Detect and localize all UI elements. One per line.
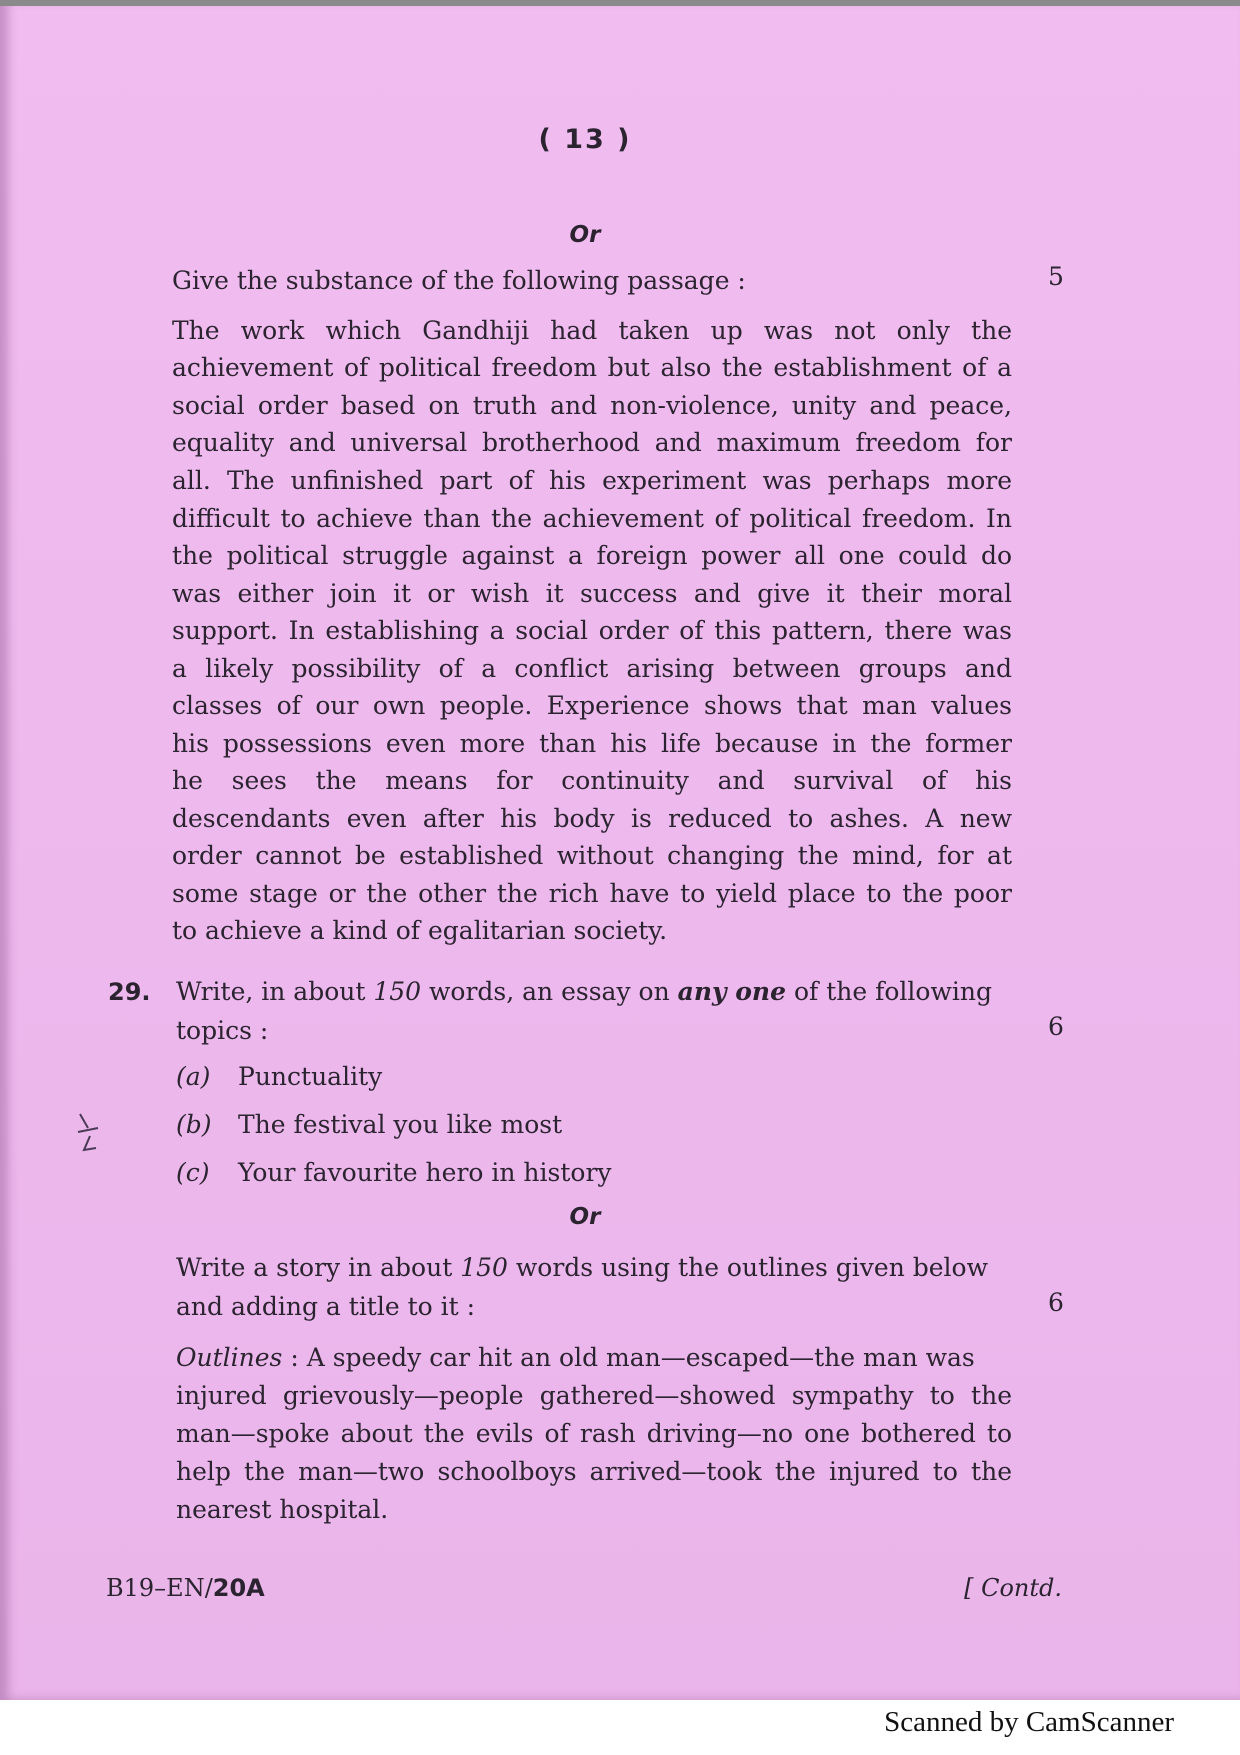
marks-story: 6 xyxy=(1048,1288,1064,1317)
outline-line: help the man—two schoolboys arrived—took the injured to the xyxy=(176,1457,1012,1486)
passage-line: The work which Gandhiji had taken up was not only the xyxy=(172,316,1012,345)
pencil-mark-icon xyxy=(74,1110,110,1156)
passage-line: was either join it or wish it success and give it their moral xyxy=(172,579,1012,608)
story-instruction: Write a story in about 150 words using the outlines given below xyxy=(176,1253,989,1282)
marks-essay: 6 xyxy=(1048,1012,1064,1041)
passage-line: a likely possibility of a conflict arising between groups and xyxy=(172,654,1012,683)
outline-line: injured grievously—people gathered—showed sympathy to the xyxy=(176,1381,1012,1410)
passage-line: support. In establishing a social order of this pattern, there was xyxy=(172,616,1012,645)
essay-option-b: (b) The festival you like most xyxy=(176,1110,563,1139)
continued-label: [ Contd. xyxy=(964,1574,1062,1602)
passage-line: he sees the means for continuity and survival of his xyxy=(172,766,1012,795)
passage-line: classes of our own people. Experience shows that man values xyxy=(172,691,1012,720)
passage-line: social order based on truth and non-violence, unity and peace, xyxy=(172,391,1012,420)
substance-prompt: Give the substance of the following passage : xyxy=(172,266,746,295)
essay-option-c: (c) Your favourite hero in history xyxy=(176,1158,612,1187)
marks-substance: 5 xyxy=(1048,262,1064,291)
or-label-1: Or xyxy=(569,222,601,248)
paper-code: B19–EN/20A xyxy=(106,1574,265,1602)
essay-instruction: Write, in about 150 words, an essay on any one of the following xyxy=(176,977,992,1006)
or-label-2: Or xyxy=(569,1204,601,1230)
passage-line: achievement of political freedom but also the establishment of a xyxy=(172,353,1012,382)
passage-line: all. The unfinished part of his experiment was perhaps more xyxy=(172,466,1012,495)
outline-line: nearest hospital. xyxy=(176,1495,389,1524)
story-instruction-line2: and adding a title to it : xyxy=(176,1292,476,1321)
scanner-watermark: Scanned by CamScanner xyxy=(884,1706,1174,1738)
outline-line: Outlines : A speedy car hit an old man—escaped—the man was xyxy=(176,1343,975,1372)
passage-line: order cannot be established without changing the mind, for at xyxy=(172,841,1012,870)
question-number: 29. xyxy=(108,978,151,1006)
outline-line: man—spoke about the evils of rash driving—no one bothered to xyxy=(176,1419,1012,1448)
passage-line: descendants even after his body is reduced to ashes. A new xyxy=(172,804,1012,833)
passage-line: his possessions even more than his life because in the former xyxy=(172,729,1012,758)
passage-line: the political struggle against a foreign power all one could do xyxy=(172,541,1012,570)
page-number: ( 13 ) xyxy=(538,124,632,155)
essay-option-a: (a) Punctuality xyxy=(176,1062,383,1091)
passage-line: equality and universal brotherhood and maximum freedom for xyxy=(172,428,1012,457)
essay-instruction-line2: topics : xyxy=(176,1016,269,1045)
passage-line: to achieve a kind of egalitarian society. xyxy=(172,916,668,945)
passage-line: difficult to achieve than the achievement of political freedom. In xyxy=(172,504,1012,533)
passage-line: some stage or the other the rich have to yield place to the poor xyxy=(172,879,1012,908)
